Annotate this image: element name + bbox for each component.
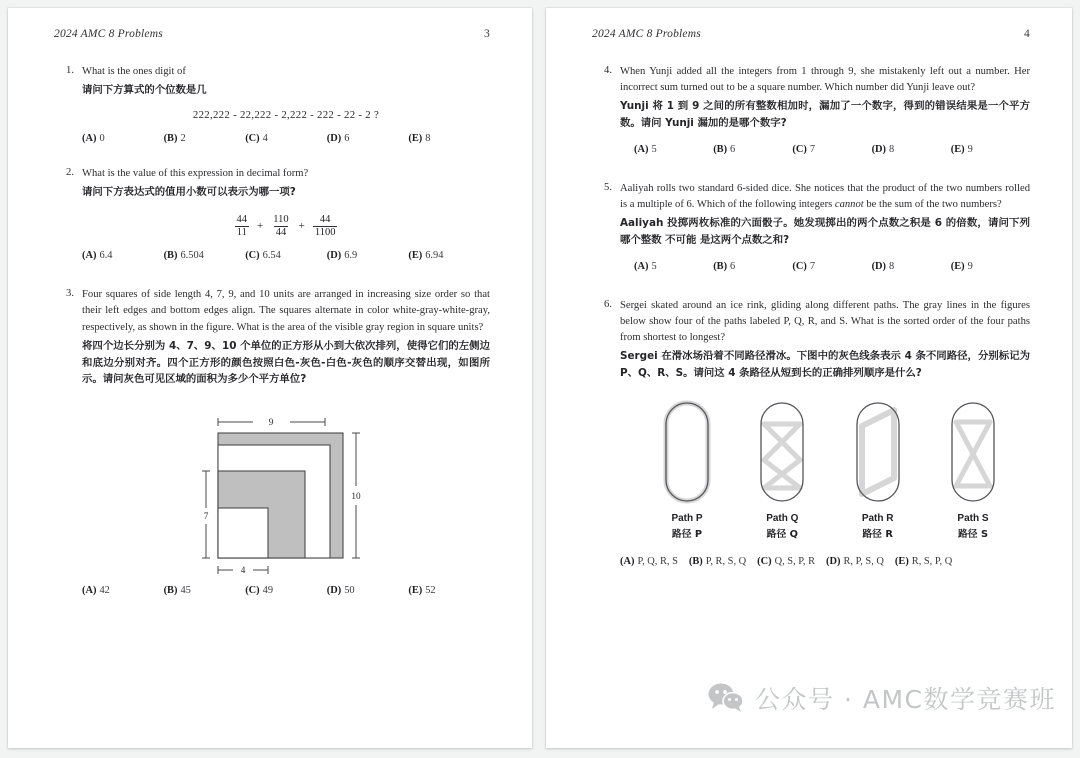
running-head [54,28,490,40]
problem-6-number: 6. [604,298,612,310]
choice-b[interactable]: (B) 6.504 [163,250,204,262]
plus-operator-2: + [298,220,305,233]
plus-operator-1: + [257,220,264,233]
wechat-icon [708,683,744,713]
watermark [708,680,1056,716]
problem-6 [592,298,1030,567]
dimension-top-label: 9 [268,417,274,428]
path-p-shape [659,398,715,506]
fraction-3 [313,214,338,239]
choice-a[interactable]: (A) 5 [634,143,657,155]
watermark-text: 公众号 · AMC数学竞赛班 [755,685,1056,714]
path-s-figure [930,398,1016,540]
problem-5-number: 5. [604,181,612,193]
fraction-1 [235,214,250,239]
nested-squares-figure [200,404,380,576]
problem-6-text-en: Sergei skated around an ice rink, gliding along different paths. The gray lines in the figures below show four of the paths labeled P, Q, R, and S. What is the sorted order of the four paths from shortest to longest? [620,299,1030,343]
problem-1-text-en: What is the ones digit of [82,66,186,77]
fraction-3-numerator: 44 [319,213,331,225]
dimension-right-label: 10 [351,491,361,502]
path-q-shape [754,398,810,506]
choice-d[interactable]: (D) 6 [326,132,350,144]
choice-c[interactable]: (C) Q, S, P, R [757,555,816,567]
problem-5-text-zh: Aaliyah 投掷两枚标准的六面骰子。她发现掷出的两个点数之积是 6 的倍数，请问下列哪个整数 不可能 是这两个点数之和? [620,217,1030,246]
problem-4 [592,64,1030,155]
problem-2-expression [82,214,490,239]
choice-c[interactable]: (C) 6.54 [245,250,281,262]
choice-b[interactable]: (B) P, R, S, Q [688,555,747,567]
problem-1-number: 1. [66,65,74,76]
path-p-caption-en: Path P [671,512,703,524]
page-number: 4 [1024,28,1030,40]
choice-a[interactable]: (A) P, Q, R, S [620,555,678,567]
choice-e[interactable]: (E) 9 [950,143,973,155]
path-r-shape [850,398,906,506]
problem-3-text-en: Four squares of side length 4, 7, 9, and 10 units are arranged in increasing size order so that their left edges and bottom edges align. The squares alternate in color white-gray-white-gray, respectively, as shown in the figure. What is the area of the visible gray region in square units? [82,289,490,333]
square-4-white [218,508,268,558]
choice-a[interactable]: (A) 0 [82,132,105,144]
problem-6-choices [620,556,1030,567]
choice-d[interactable]: (D) R, P, S, Q [826,555,884,567]
header-title: 2024 AMC 8 Problems [592,28,701,40]
path-p-figure [644,398,730,540]
problem-1-text-zh: 请问下方算式的个位数是几 [82,84,207,97]
choice-b[interactable]: (B) 6 [713,143,736,155]
problem-1 [54,64,490,144]
problem-3-number: 3. [66,288,74,300]
problem-3-choices [82,585,490,596]
document-page-4 [546,8,1072,748]
problem-3-text-zh: 将四个边长分别为 4、7、9、10 个单位的正方形从小到大依次排列，使得它们的左侧边和底边分别对齐。四个正方形的颜色按照白色-灰色-白色-灰色的顺序交替出现，如图所示。请问灰色可见区域的面积为多少个平方单位? [82,339,490,386]
fraction-1-numerator: 44 [236,213,248,225]
choice-a[interactable]: (A) 5 [634,260,657,272]
choice-d[interactable]: (D) 50 [326,585,355,597]
problem-1-choices [82,133,490,144]
path-r-caption-en: Path R [861,512,894,524]
problem-5 [592,181,1030,272]
problem-2-choices [82,250,490,261]
problem-4-number: 4. [604,65,612,76]
choice-c[interactable]: (C) 49 [245,585,274,597]
choice-c[interactable]: (C) 4 [245,132,268,144]
problem-2-text-en: What is the value of this expression in decimal form? [82,167,309,179]
fraction-2-numerator: 110 [273,213,289,225]
choice-b[interactable]: (B) 6 [713,260,736,272]
dimension-bottom-label: 4 [240,565,246,576]
choice-b[interactable]: (B) 45 [163,585,191,597]
problem-1-expression: 222,222 - 22,222 - 2,222 - 222 - 22 - 2 ? [192,108,380,121]
choice-d[interactable]: (D) 6.9 [326,250,358,262]
choice-e[interactable]: (E) 8 [408,132,431,144]
problem-6-text-zh: Sergei 在滑冰场沿着不同路径滑冰。下图中的灰色线条表示 4 条不同路径，分别标记为 P、Q、R、S。请问这 4 条路径从短到长的正确排列顺序是什么? [620,350,1030,379]
choice-e[interactable]: (E) R, S, P, Q [894,555,953,567]
choice-d[interactable]: (D) 8 [871,260,895,272]
choice-c[interactable]: (C) 7 [792,260,816,272]
problem-5-text-en: Aaliyah rolls two standard 6-sided dice. She notices that the product of the two numbers rolled is a multiple of 6. Which of the following integers cannot be the sum of the two numbers? [620,182,1030,210]
problem-2-text-zh: 请问下方表达式的值用小数可以表示为哪一项? [82,186,296,199]
header-title: 2024 AMC 8 Problems [54,28,163,40]
fraction-1-denominator: 11 [236,226,247,238]
problem-3-figure-area [82,404,490,579]
problem-6-figure-area [644,398,1016,540]
problem-4-choices [620,144,1030,155]
choice-e[interactable]: (E) 52 [408,585,436,597]
fraction-3-denominator: 1100 [314,226,336,238]
path-q-caption-zh: 路径 Q [766,528,798,540]
fraction-2-denominator: 44 [275,226,287,238]
emphasis-cannot: cannot [834,198,864,210]
problem-2 [54,166,490,261]
path-p-caption-zh: 路径 P [671,528,703,540]
choice-b[interactable]: (B) 2 [163,132,186,144]
path-s-caption-en: Path S [957,512,989,524]
fraction-2 [271,214,290,239]
dimension-left-label: 7 [203,511,209,522]
path-r-caption-zh: 路径 R [862,528,893,540]
problem-4-text-en: When Yunji added all the integers from 1 through 9, she mistakenly left out a number. Her incorrect sum turned out to be a square number. Which number did Yunji leave out? [620,66,1030,94]
path-r-figure [835,398,921,540]
choice-a[interactable]: (A) 6.4 [82,250,113,262]
problem-5-choices [620,261,1030,272]
path-s-shape [945,398,1001,506]
running-head [592,28,1030,40]
document-page-3 [8,8,532,748]
choice-d[interactable]: (D) 8 [871,143,895,155]
path-s-caption-zh: 路径 S [957,528,989,540]
problem-4-text-zh: Yunji 将 1 到 9 之间的所有整数相加时，漏加了一个数字，得到的错误结果是一个平方数。请问 Yunji 漏加的是哪个数字? [620,100,1030,130]
page-number: 3 [484,28,490,40]
choice-a[interactable]: (A) 42 [82,585,110,597]
choice-c[interactable]: (C) 7 [792,143,816,155]
path-q-caption-en: Path Q [766,512,799,524]
choice-e[interactable]: (E) 6.94 [408,250,444,262]
path-q-figure [739,398,825,540]
problem-3 [54,287,490,596]
problem-2-number: 2. [66,166,74,178]
choice-e[interactable]: (E) 9 [950,260,973,272]
